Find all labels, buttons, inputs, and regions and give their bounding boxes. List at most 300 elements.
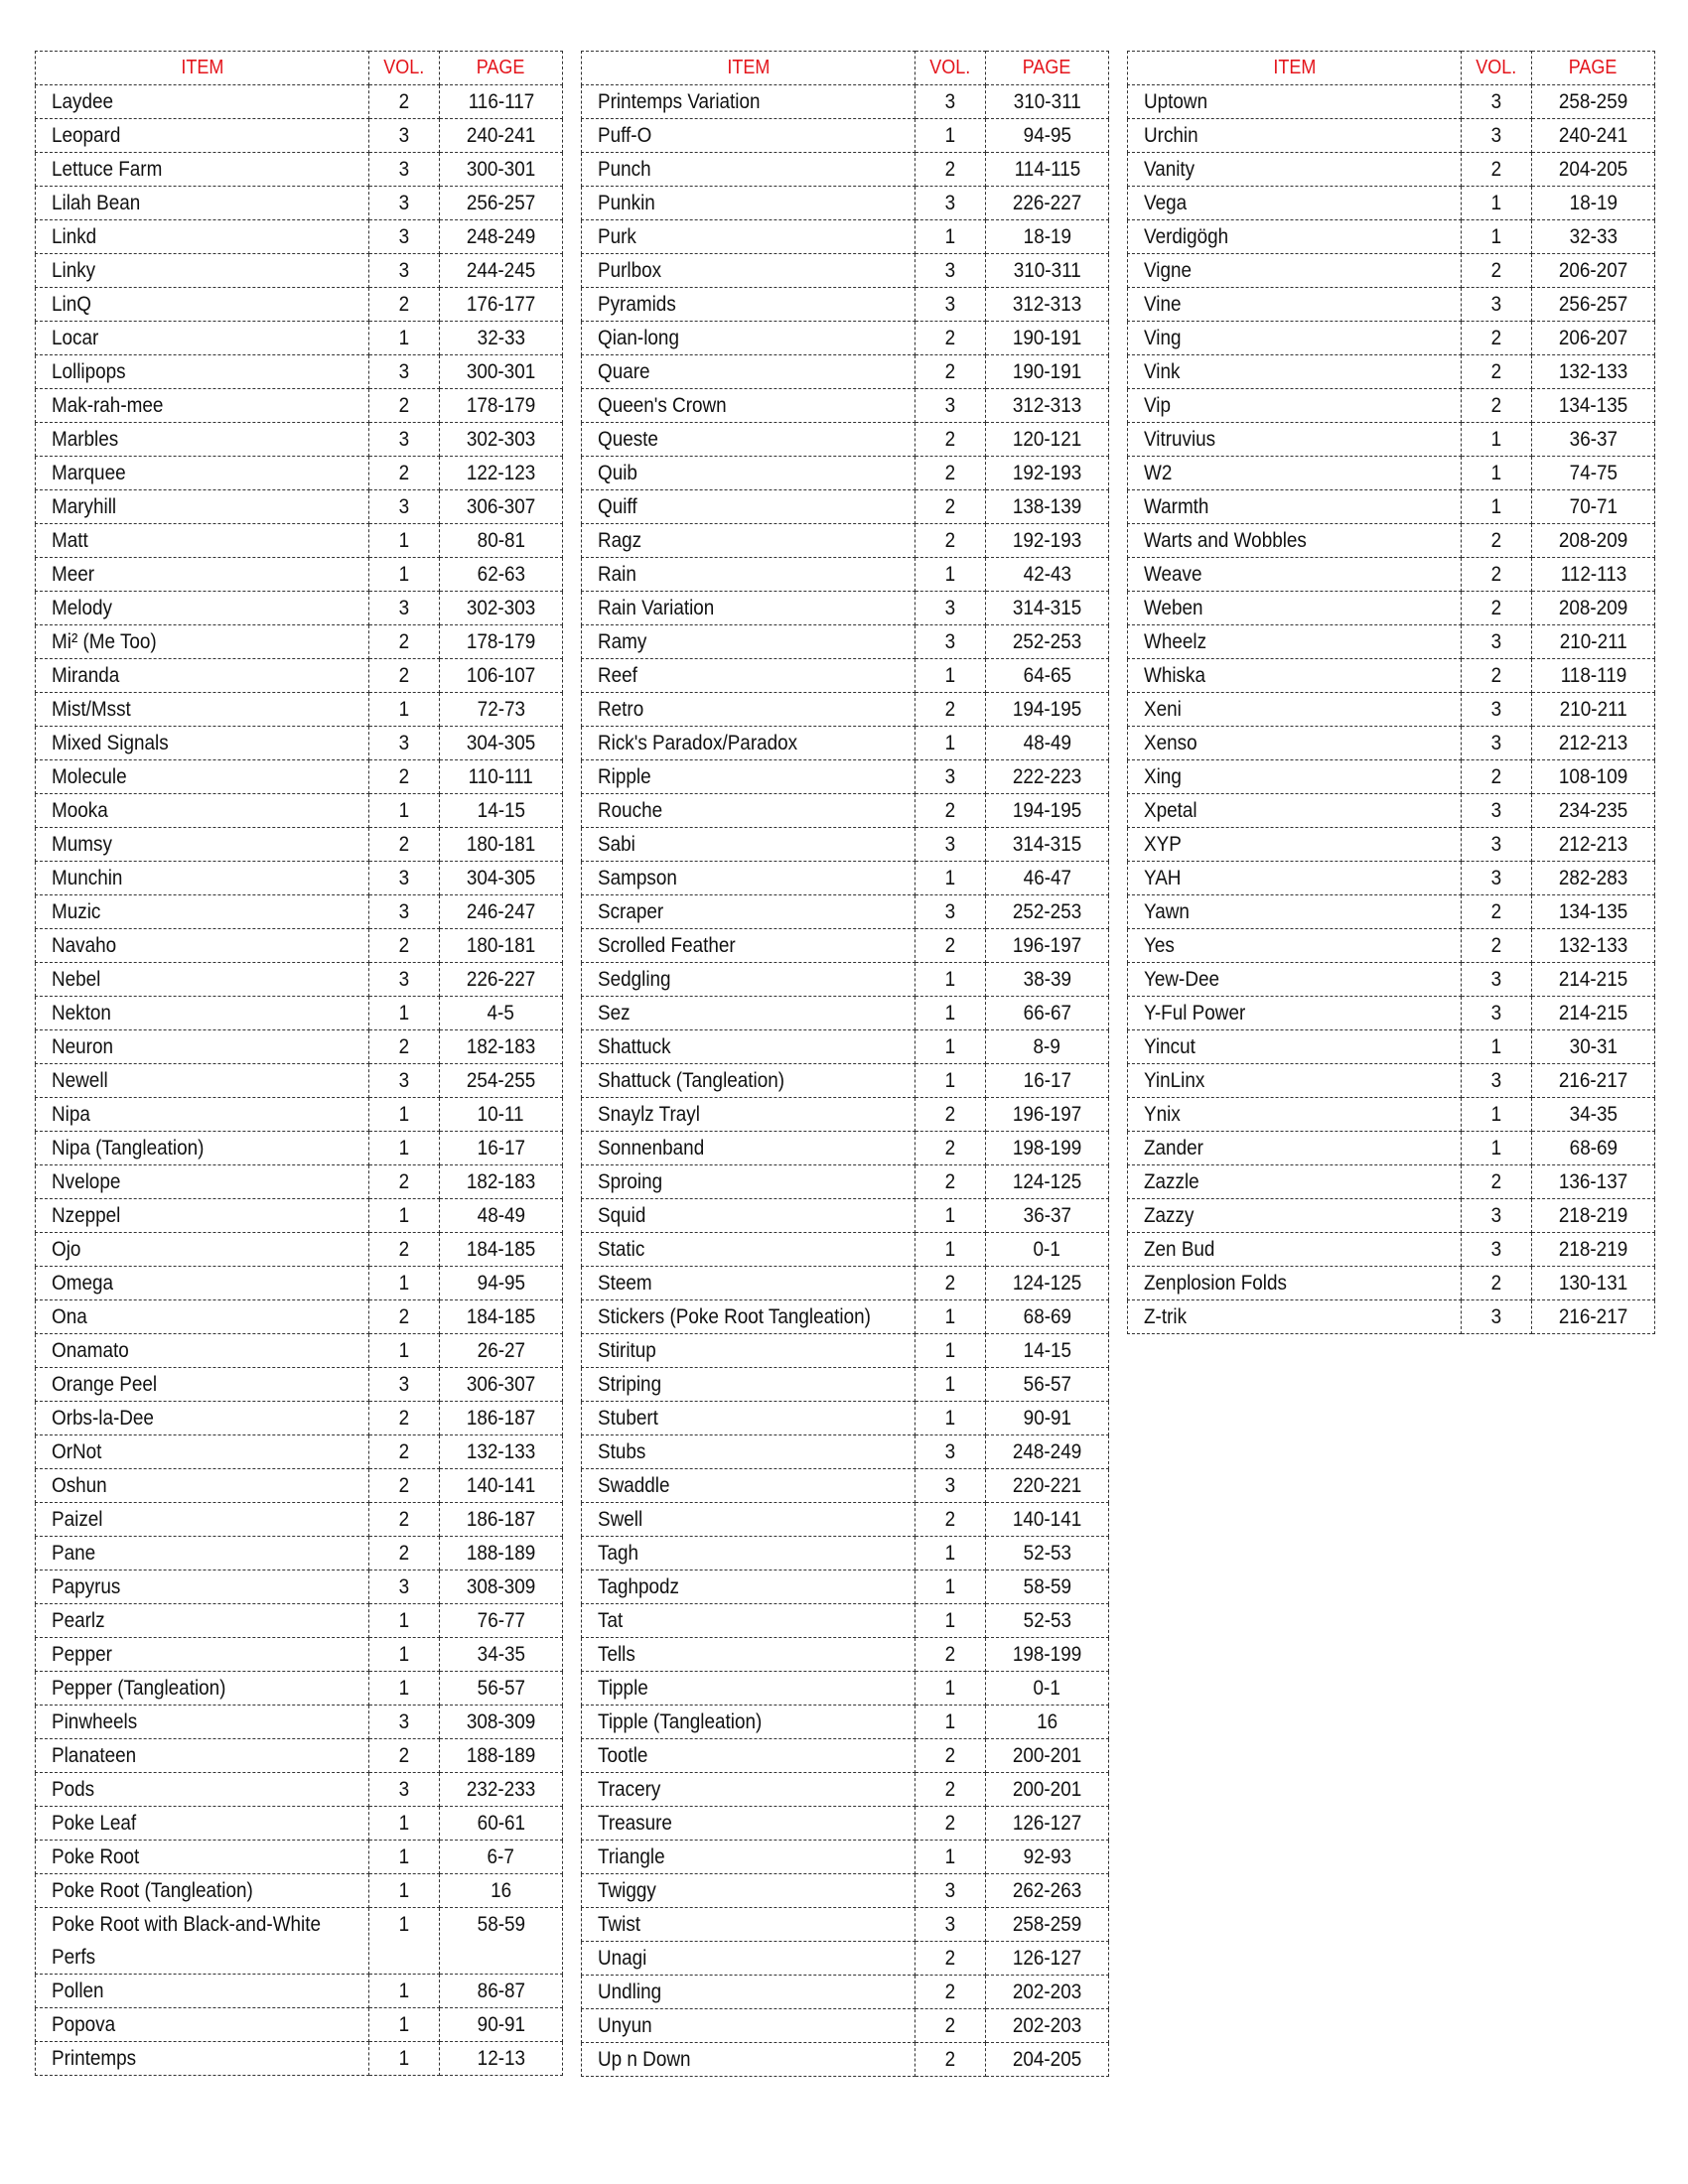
cell-item — [36, 693, 369, 727]
page-text: 48-49 — [1023, 732, 1071, 754]
item-text: Nzeppel — [52, 1204, 121, 1227]
cell-page — [986, 1739, 1109, 1773]
vol-text: 1 — [944, 1238, 956, 1261]
vol-text: 3 — [398, 732, 410, 754]
cell-page — [1532, 1233, 1655, 1267]
vol-text: 1 — [1490, 192, 1502, 214]
page-text: 176-177 — [466, 293, 536, 316]
cell-page — [986, 1267, 1109, 1300]
vol-text: 1 — [1490, 1137, 1502, 1160]
vol-text: 3 — [1490, 867, 1502, 889]
item-text: Vega — [1144, 192, 1188, 214]
item-text: Treasure — [598, 1812, 672, 1835]
table-row — [1128, 862, 1655, 895]
cell-vol — [1462, 1064, 1532, 1098]
cell-page — [986, 794, 1109, 828]
page-text: 12-13 — [477, 2047, 525, 2070]
cell-item — [36, 423, 369, 457]
cell-item — [582, 1908, 915, 1942]
table-header-row — [1128, 52, 1655, 85]
vol-text: 1 — [944, 1305, 956, 1328]
item-text: Ona — [52, 1305, 87, 1328]
vol-text: 3 — [398, 968, 410, 991]
cell-vol — [369, 1132, 440, 1165]
cell-vol — [915, 1739, 986, 1773]
cell-page — [1532, 119, 1655, 153]
item-text: Snaylz Trayl — [598, 1103, 700, 1126]
vol-text: 1 — [944, 1373, 956, 1396]
item-text: Taghpodz — [598, 1575, 679, 1598]
vol-text: 3 — [398, 1710, 410, 1733]
cell-page — [1532, 389, 1655, 423]
cell-page — [1532, 322, 1655, 355]
cell-page — [986, 592, 1109, 625]
cell-vol — [915, 1402, 986, 1435]
cell-vol — [369, 322, 440, 355]
cell-page — [1532, 1098, 1655, 1132]
vol-text: 3 — [1490, 698, 1502, 721]
table-row — [582, 1165, 1109, 1199]
item-text: Marbles — [52, 428, 119, 451]
page-text: 216-217 — [1558, 1305, 1628, 1328]
vol-text: 2 — [398, 394, 410, 417]
vol-text: 2 — [944, 934, 956, 957]
item-text: Qian-long — [598, 327, 679, 349]
table-row — [582, 1267, 1109, 1300]
cell-page — [986, 355, 1109, 389]
cell-item — [36, 119, 369, 153]
cell-vol — [915, 322, 986, 355]
vol-text: 1 — [944, 732, 956, 754]
item-text: Nipa — [52, 1103, 90, 1126]
cell-item — [1128, 1300, 1462, 1334]
page-text: 214-215 — [1558, 968, 1628, 991]
cell-vol — [1462, 929, 1532, 963]
page-text: 184-185 — [466, 1238, 536, 1261]
table-row — [36, 1706, 563, 1739]
item-text: Scraper — [598, 900, 664, 923]
page-text: 314-315 — [1012, 833, 1082, 856]
cell-item — [582, 1976, 915, 2009]
cell-page — [1532, 760, 1655, 794]
vol-text: 1 — [398, 2013, 410, 2036]
page-text: 308-309 — [466, 1575, 536, 1598]
cell-vol — [915, 490, 986, 524]
vol-text: 2 — [944, 1508, 956, 1531]
cell-page — [440, 1030, 563, 1064]
item-text: Reef — [598, 664, 637, 687]
page-text: 300-301 — [466, 158, 536, 181]
page-text: 108-109 — [1558, 765, 1628, 788]
item-text: Tat — [598, 1609, 624, 1632]
cell-page — [440, 659, 563, 693]
vol-text: 1 — [398, 1812, 410, 1835]
cell-vol — [1462, 693, 1532, 727]
cell-item — [582, 659, 915, 693]
item-text: Munchin — [52, 867, 123, 889]
cell-vol — [915, 1165, 986, 1199]
item-text: Mist/Msst — [52, 698, 131, 721]
vol-text: 2 — [944, 360, 956, 383]
page-text: 192-193 — [1012, 529, 1082, 552]
page-text: 226-227 — [466, 968, 536, 991]
cell-vol — [369, 423, 440, 457]
cell-item — [582, 963, 915, 997]
header-item: ITEM — [36, 52, 369, 85]
cell-vol — [1462, 153, 1532, 187]
page-text: 302-303 — [466, 597, 536, 619]
cell-vol — [915, 85, 986, 119]
cell-page — [986, 2009, 1109, 2043]
vol-text: 3 — [944, 259, 956, 282]
vol-text: 1 — [944, 664, 956, 687]
table-row — [582, 1638, 1109, 1672]
cell-item — [1128, 1132, 1462, 1165]
vol-text: 3 — [944, 1913, 956, 1936]
page-text: 258-259 — [1012, 1913, 1082, 1936]
table-row — [1128, 558, 1655, 592]
page-text: 4-5 — [487, 1002, 515, 1024]
page-text: 16 — [490, 1879, 512, 1902]
table-row — [36, 1672, 563, 1706]
table-row — [582, 862, 1109, 895]
cell-page — [440, 288, 563, 322]
cell-vol — [369, 1098, 440, 1132]
table-row — [36, 1874, 563, 1908]
cell-item — [582, 1165, 915, 1199]
item-text: YinLinx — [1144, 1069, 1205, 1092]
table-row — [582, 288, 1109, 322]
table-row — [36, 1503, 563, 1537]
table-row — [36, 2008, 563, 2042]
page-text: 26-27 — [477, 1339, 525, 1362]
cell-vol — [369, 828, 440, 862]
cell-page — [986, 1300, 1109, 1334]
cell-item — [1128, 187, 1462, 220]
cell-vol — [915, 1098, 986, 1132]
item-text: Swaddle — [598, 1474, 670, 1497]
item-text: Laydee — [52, 90, 114, 113]
cell-page — [440, 1334, 563, 1368]
cell-page — [1532, 457, 1655, 490]
page-text: 122-123 — [466, 462, 536, 484]
item-text: Yes — [1144, 934, 1175, 957]
cell-page — [1532, 1165, 1655, 1199]
cell-item — [582, 1706, 915, 1739]
table-row — [36, 1537, 563, 1570]
page-text: 194-195 — [1012, 698, 1082, 721]
cell-vol — [915, 727, 986, 760]
cell-vol — [1462, 760, 1532, 794]
header-page: PAGE — [1532, 52, 1655, 85]
cell-item — [36, 288, 369, 322]
vol-text: 1 — [398, 327, 410, 349]
page-text: 190-191 — [1012, 327, 1082, 349]
cell-item — [1128, 1030, 1462, 1064]
cell-page — [440, 423, 563, 457]
item-text: Mumsy — [52, 833, 112, 856]
table-row — [36, 153, 563, 187]
cell-page — [986, 187, 1109, 220]
cell-item — [36, 1233, 369, 1267]
page-text: 282-283 — [1558, 867, 1628, 889]
cell-vol — [1462, 1233, 1532, 1267]
table-row — [582, 220, 1109, 254]
page-text: 18-19 — [1023, 225, 1071, 248]
cell-item — [36, 322, 369, 355]
page-text: 198-199 — [1012, 1643, 1082, 1666]
cell-page — [440, 760, 563, 794]
item-text: Twist — [598, 1913, 641, 1936]
cell-vol — [369, 1030, 440, 1064]
vol-text: 1 — [944, 1609, 956, 1632]
item-text: Uptown — [1144, 90, 1208, 113]
page-text: 300-301 — [466, 360, 536, 383]
cell-vol — [1462, 1132, 1532, 1165]
item-text: Mixed Signals — [52, 732, 169, 754]
vol-text: 2 — [1490, 900, 1502, 923]
table-row — [36, 895, 563, 929]
cell-page — [440, 1233, 563, 1267]
cell-vol — [369, 895, 440, 929]
page-text: 192-193 — [1012, 462, 1082, 484]
table-row — [36, 322, 563, 355]
cell-item — [36, 1165, 369, 1199]
cell-page — [986, 693, 1109, 727]
cell-vol — [1462, 963, 1532, 997]
cell-vol — [369, 254, 440, 288]
item-text: Nebel — [52, 968, 101, 991]
cell-page — [986, 288, 1109, 322]
cell-vol — [369, 1267, 440, 1300]
item-text: Queste — [598, 428, 658, 451]
item-text: Yew-Dee — [1144, 968, 1220, 991]
cell-page — [986, 727, 1109, 760]
cell-item — [1128, 119, 1462, 153]
table-row — [1128, 423, 1655, 457]
cell-item — [582, 1773, 915, 1807]
cell-vol — [1462, 457, 1532, 490]
item-text: Triangle — [598, 1845, 665, 1868]
cell-vol — [369, 558, 440, 592]
vol-text: 1 — [944, 867, 956, 889]
page-text: 72-73 — [477, 698, 525, 721]
item-text: Sedgling — [598, 968, 671, 991]
cell-item — [36, 727, 369, 760]
page-text: 56-57 — [477, 1677, 525, 1700]
cell-vol — [915, 2009, 986, 2043]
cell-vol — [915, 1537, 986, 1570]
table-row — [582, 1030, 1109, 1064]
cell-item — [582, 1435, 915, 1469]
table-row — [582, 558, 1109, 592]
page-text: 256-257 — [1558, 293, 1628, 316]
index-table-3 — [1127, 51, 1655, 1334]
vol-text: 3 — [944, 597, 956, 619]
vol-text: 1 — [944, 1035, 956, 1058]
item-text: Lollipops — [52, 360, 126, 383]
vol-text: 3 — [1490, 833, 1502, 856]
item-text: Oshun — [52, 1474, 107, 1497]
cell-page — [986, 558, 1109, 592]
item-text: Sonnenband — [598, 1137, 705, 1160]
cell-page — [440, 457, 563, 490]
cell-vol — [369, 963, 440, 997]
page-text: 212-213 — [1558, 833, 1628, 856]
table-row — [582, 1064, 1109, 1098]
cell-vol — [369, 355, 440, 389]
table-row — [1128, 1300, 1655, 1334]
cell-vol — [369, 997, 440, 1030]
cell-page — [1532, 490, 1655, 524]
page-text: 204-205 — [1558, 158, 1628, 181]
vol-text: 1 — [1490, 428, 1502, 451]
table-row — [582, 1300, 1109, 1334]
item-text: Vigne — [1144, 259, 1193, 282]
cell-item — [1128, 794, 1462, 828]
page-text: 14-15 — [1023, 1339, 1071, 1362]
table-row — [582, 1570, 1109, 1604]
vol-text: 1 — [398, 1677, 410, 1700]
vol-text: 1 — [944, 1407, 956, 1430]
cell-page — [440, 1402, 563, 1435]
table-row — [582, 1503, 1109, 1537]
item-text: W2 — [1144, 462, 1173, 484]
table-row — [1128, 389, 1655, 423]
cell-item — [1128, 220, 1462, 254]
cell-item — [36, 1368, 369, 1402]
item-text: Y-Ful Power — [1144, 1002, 1246, 1024]
cell-vol — [915, 220, 986, 254]
cell-page — [986, 929, 1109, 963]
cell-item — [1128, 254, 1462, 288]
item-text: Melody — [52, 597, 112, 619]
page-text: 34-35 — [477, 1643, 525, 1666]
cell-vol — [915, 1773, 986, 1807]
cell-vol — [369, 727, 440, 760]
page-text: 46-47 — [1023, 867, 1071, 889]
cell-item — [582, 1807, 915, 1841]
item-text: Quib — [598, 462, 637, 484]
cell-page — [440, 1537, 563, 1570]
cell-vol — [915, 794, 986, 828]
cell-page — [986, 1503, 1109, 1537]
table-row — [582, 895, 1109, 929]
page-text: 116-117 — [468, 90, 534, 113]
table-row — [1128, 1267, 1655, 1300]
vol-text: 1 — [398, 1204, 410, 1227]
page-text: 240-241 — [466, 124, 536, 147]
cell-item — [582, 2009, 915, 2043]
table-row — [36, 1773, 563, 1807]
cell-vol — [1462, 1098, 1532, 1132]
item-text: Xpetal — [1144, 799, 1197, 822]
cell-vol — [369, 1233, 440, 1267]
page-text: 244-245 — [466, 259, 536, 282]
cell-item — [582, 862, 915, 895]
cell-item — [36, 1706, 369, 1739]
page-text: 180-181 — [466, 833, 536, 856]
page-text: 180-181 — [466, 934, 536, 957]
cell-item — [582, 1638, 915, 1672]
item-text: Poke Root — [52, 1845, 140, 1868]
cell-vol — [915, 1233, 986, 1267]
vol-text: 2 — [1490, 1170, 1502, 1193]
cell-item — [582, 119, 915, 153]
cell-page — [1532, 254, 1655, 288]
item-text: Mak-rah-mee — [52, 394, 164, 417]
page-text: 92-93 — [1023, 1845, 1071, 1868]
header-vol: VOL. — [369, 52, 440, 85]
page-text: 200-201 — [1012, 1778, 1082, 1801]
vol-text: 2 — [944, 327, 956, 349]
cell-page — [440, 1300, 563, 1334]
header-item: ITEM — [582, 52, 915, 85]
item-text: Retro — [598, 698, 644, 721]
page-text: 42-43 — [1023, 563, 1071, 586]
vol-text: 1 — [1490, 462, 1502, 484]
table-row — [582, 1132, 1109, 1165]
table-row — [582, 592, 1109, 625]
cell-page — [986, 1807, 1109, 1841]
cell-item — [582, 322, 915, 355]
vol-text: 1 — [1490, 1035, 1502, 1058]
page-text: 186-187 — [466, 1407, 536, 1430]
cell-item — [582, 1334, 915, 1368]
table-row — [1128, 997, 1655, 1030]
cell-page — [440, 1874, 563, 1908]
cell-vol — [915, 1638, 986, 1672]
item-text: Puff-O — [598, 124, 652, 147]
page-text: 210-211 — [1559, 698, 1627, 721]
table-row — [1128, 1132, 1655, 1165]
table-row — [36, 423, 563, 457]
vol-text: 2 — [1490, 327, 1502, 349]
table-row — [36, 1030, 563, 1064]
page-text: 80-81 — [477, 529, 525, 552]
page-text: 136-137 — [1558, 1170, 1628, 1193]
vol-text: 1 — [398, 698, 410, 721]
page-text: 248-249 — [466, 225, 536, 248]
page-text: 312-313 — [1012, 293, 1082, 316]
table-row — [582, 1942, 1109, 1976]
cell-page — [986, 524, 1109, 558]
cell-item — [582, 625, 915, 659]
cell-item — [1128, 828, 1462, 862]
table-row — [36, 254, 563, 288]
cell-page — [440, 1672, 563, 1706]
vol-text: 2 — [1490, 259, 1502, 282]
item-text: Nipa (Tangleation) — [52, 1137, 205, 1160]
item-text: Pepper — [52, 1643, 112, 1666]
table-row — [582, 693, 1109, 727]
page-text: 306-307 — [466, 1373, 536, 1396]
vol-text: 2 — [944, 1778, 956, 1801]
page-text: 178-179 — [466, 630, 536, 653]
vol-text: 3 — [398, 428, 410, 451]
vol-text: 2 — [944, 1812, 956, 1835]
table-row — [36, 727, 563, 760]
vol-text: 2 — [944, 1947, 956, 1970]
table-row — [1128, 119, 1655, 153]
cell-page — [440, 828, 563, 862]
vol-text: 1 — [398, 563, 410, 586]
page-text: 132-133 — [1558, 360, 1628, 383]
cell-item — [1128, 592, 1462, 625]
vol-text: 2 — [398, 1474, 410, 1497]
cell-page — [1532, 862, 1655, 895]
page-text: 94-95 — [1023, 124, 1071, 147]
